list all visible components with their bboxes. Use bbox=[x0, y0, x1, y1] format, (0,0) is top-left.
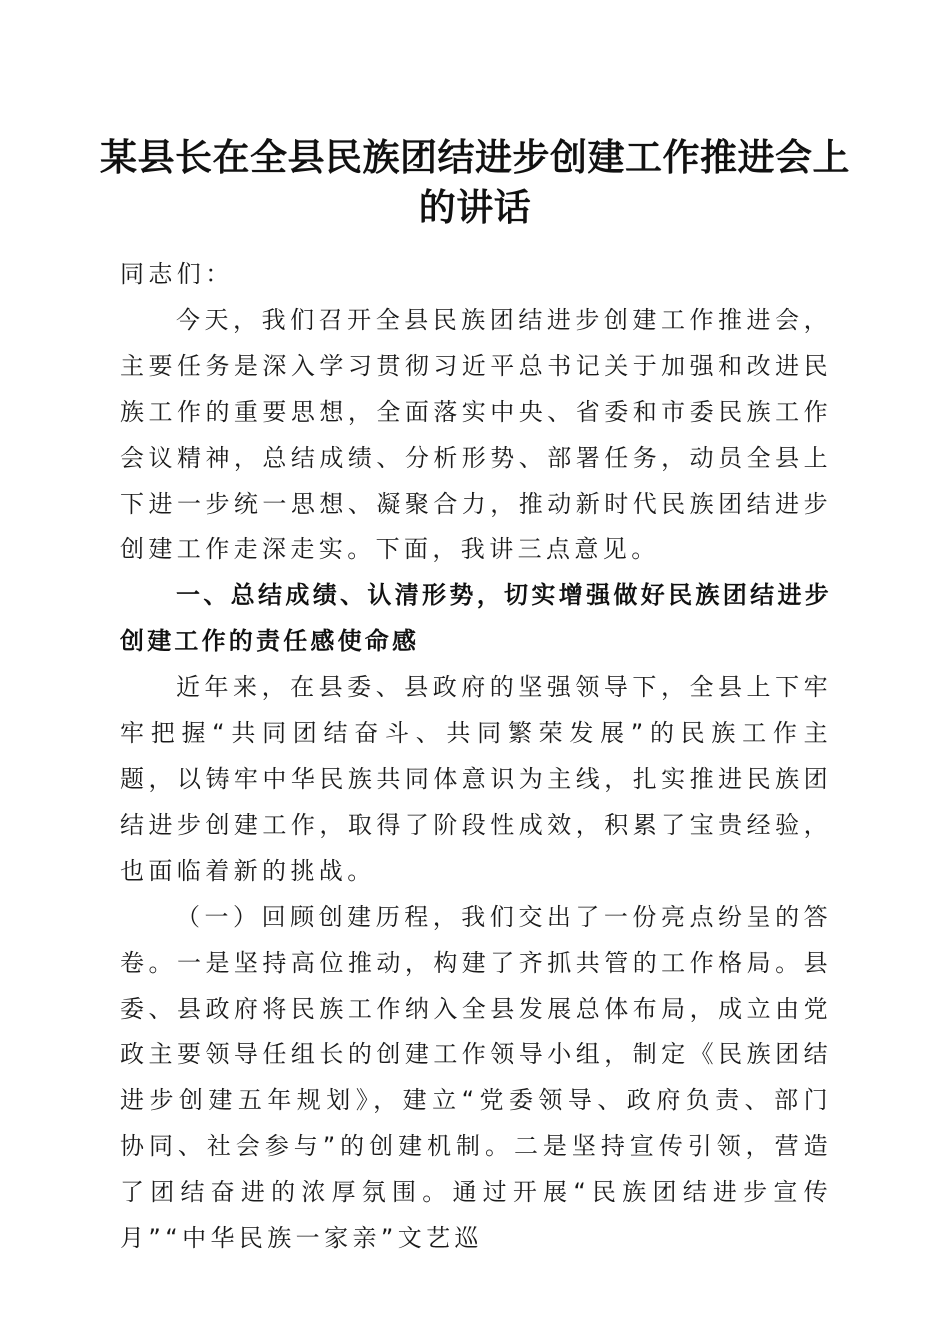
paragraph-subsection1: （一）回顾创建历程，我们交出了一份亮点纷呈的答卷。一是坚持高位推动，构建了齐抓共管的工作格局。县委、县政府将民族工作纳入全县发展总体布局，成立由党政主要领导任组长的创建工作领导小组，制定《民族团结进步创建五年规划》，建立“党委领导、政府负责、部门协同、社会参与”的创建机制。二是坚持宣传引领，营造了团结奋进的浓厚氛围。通过开展“民族团结进步宣传月”“中华民族一家亲”文艺巡 bbox=[120, 902, 832, 1253]
paragraph-section1: 近年来，在县委、县政府的坚强领导下，全县上下牢牢把握“共同团结奋斗、共同繁荣发展”的民族工作主题，以铸牢中华民族共同体意识为主线，扎实推进民族团结进步创建工作，取得了阶段性成效，积累了宝贵经验，也面临着新的挑战。 bbox=[120, 673, 832, 885]
document-body bbox=[120, 252, 832, 1262]
salutation: 同志们： bbox=[120, 260, 234, 288]
paragraph-intro: 今天，我们召开全县民族团结进步创建工作推进会，主要任务是深入学习贯彻习近平总书记关于加强和改进民族工作的重要思想，全面落实中央、省委和市委民族工作会议精神，总结成绩、分析形势、部署任务，动员全县上下进一步统一思想、凝聚合力，推动新时代民族团结进步创建工作走深走实。下面，我讲三点意见。 bbox=[120, 305, 832, 564]
title-line-2: 的讲话 bbox=[418, 185, 532, 229]
title-line-1: 某县长在全县民族团结进步创建工作推进会上 bbox=[100, 135, 850, 179]
document-title bbox=[100, 132, 850, 232]
section-heading-1: 一、总结成绩、认清形势，切实增强做好民族团结进步创建工作的责任感使命感 bbox=[120, 581, 832, 656]
